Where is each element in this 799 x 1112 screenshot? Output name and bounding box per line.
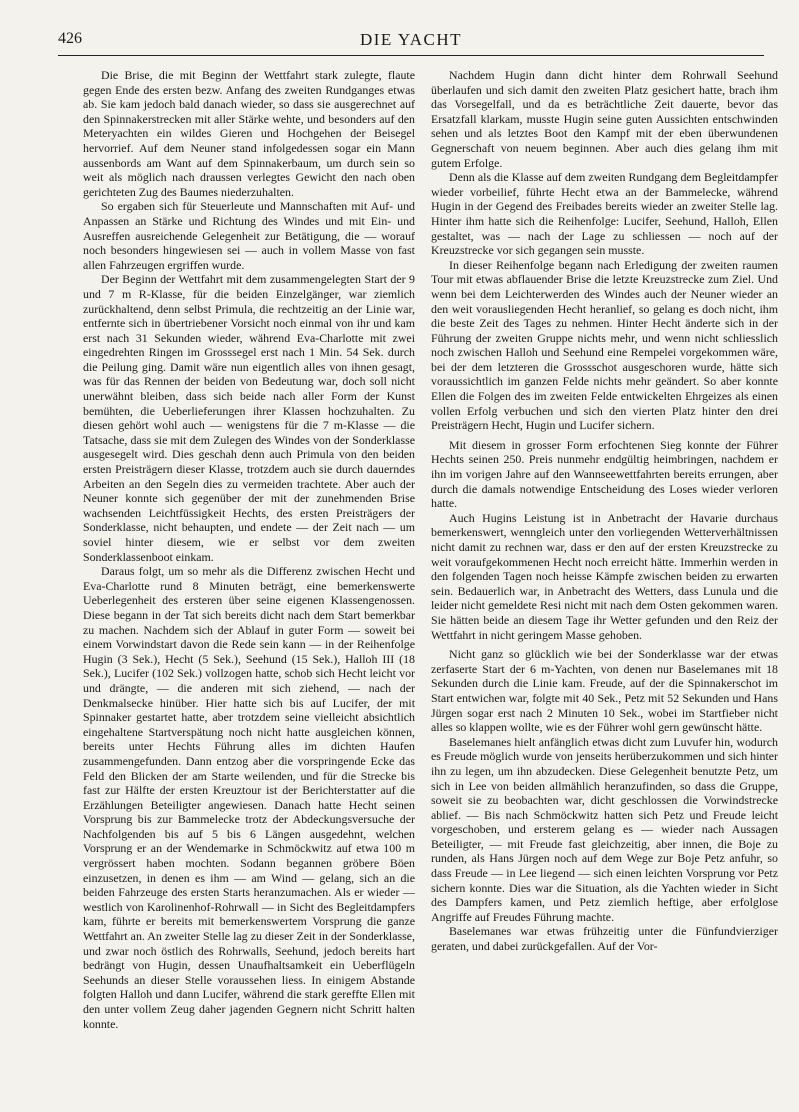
- paragraph: Nachdem Hugin dann dicht hinter dem Rohrwall Seehund überlaufen und sich damit den zweiten Platz gesichert hatte, brach ihm das Vorsegelfall, und da es beträchtliche Zeit dauerte, bevor das Ersatzfall klarkam, musste Hugin seine guten Aussichten entschwinden sehen und als letztes Boot den Kampf mit der eben überwundenen Gegnerschaft von neuem beginnen. Aber auch dies gelang ihm mit gutem Erfolge.: [431, 68, 778, 170]
- left-column: [83, 68, 415, 1108]
- paragraph: So ergaben sich für Steuerleute und Mannschaften mit Auf- und Anpassen an Stärke und Richtung des Windes und mit Ein- und Ausreffen ausreichende Gelegenheit zur Betätigung, die — worauf noch besonders hingewiesen sei — auch in vollem Masse von fast allen Fahrzeugen ergriffen wurde.: [83, 199, 415, 272]
- paragraph: In dieser Reihenfolge begann nach Erledigung der zweiten raumen Tour mit etwas abflauender Brise die letzte Kreuzstrecke zum Ziel. Und wenn bei dem Leichterwerden des Windes auch der Neuner wieder an den weit vorausliegenden Hecht heranlief, so gelang es doch nicht, ihm die beste Zeit des Tages zu nehmen. Hinter Hecht änderte sich in der Führung der zweiten Gruppe nichts mehr, und wenn nicht schliesslich noch zwischen Halloh und Seehund eine Rempelei vorgekommen wäre, bei der dem letzteren die Grossschot ausgeschoren wurde, hätte sich voraussichtlich im ganzen Felde nichts mehr geändert. So aber konnte Ellen die Folgen des im zweiten Felde entwickelten Ehrgeizes als einen vollen Erfolg verbuchen und sich den vierten Platz hinter den drei Preisträgern Hecht, Hugin und Lucifer sichern.: [431, 257, 778, 433]
- paragraph: Baselemanes war etwas frühzeitig unter die Fünfundvierziger geraten, und dabei zurückgefallen. Auf der Vor-: [431, 924, 778, 954]
- paragraph: Denn als die Klasse auf dem zweiten Rundgang dem Begleitdampfer wieder vorbeilief, führte Hecht etwa an der Bammelecke, während Hugin in der Gegend des Freibades bereits wieder an zweiter Stelle lag. Hinter ihm hatte sich die Reihenfolge: Lucifer, Seehund, Halloh, Ellen gestaltet, was — nach der Lage zu schliessen — noch auf der Kreuzstrecke vor sich gegangen sein musste.: [431, 170, 778, 258]
- paragraph: Auch Hugins Leistung ist in Anbetracht der Havarie durchaus bemerkenswert, wenngleich unter den vorliegenden Wetterverhältnissen nicht damit zu rechnen war, dass er den auf der ersten Kreuzstrecke zu weit voraufgekommenen Hecht noch erreicht hätte. Immerhin werden in den folgenden Tagen noch heisse Kämpfe zwischen beiden zu erwarten sein. Bedauerlich war, in Anbetracht des Wetters, dass Lunula und die leider nicht gemeldete Resi nicht mit nach dem Osten gekommen waren. Sie hätten beide an diesem Tage ihr Wetter gefunden und den Reiz der Wettfahrt in nicht geringem Masse gehoben.: [431, 510, 778, 642]
- header-rule: [58, 55, 764, 56]
- paragraph: Baselemanes hielt anfänglich etwas dicht zum Luvufer hin, wodurch es Freude möglich wurde von jenseits herüberzukommen und sich hinter ihn zu legen, um ihn abzudecken. Diese Gelegenheit benutzte Petz, um sich in Lee von beiden allmählich heranzufinden, so dass die Gruppe, soweit sie zu beobachten war, dicht geschlossen die Vorwindstrecke ablief. — Bis nach Schmöckwitz hatten sich Petz und Freude leicht vorgeschoben, und ersterem gelang es — wieder nach Aussagen Beteiligter, — mit Freude fast gleichzeitig, aber innen, die Boje zu runden, als Hans Jürgen noch auf dem Wege zur Boje Petz anfuhr, so dass Freude — in Lee liegend — sich einen leichten Vorsprung vor Petz sichern konnte. Dies war die Situation, als die Yachten wieder in Sicht des Dampfers kamen, und Petz ziemlich heftige, aber erfolglose Angriffe auf Freudes Führung machte.: [431, 734, 778, 924]
- page-number: 426: [58, 30, 82, 47]
- journal-title: DIE YACHT: [359, 30, 463, 49]
- paragraph: Daraus folgt, um so mehr als die Differenz zwischen Hecht und Eva-Charlotte rund 8 Minuten beträgt, eine bemerkenswerte Ueberlegenheit des ersteren über seine eigenen Klassengenossen. Diese begann in der Tat sich bereits dicht nach dem Start bemerkbar zu machen. Nachdem sich der Ablauf in guter Form — soweit bei einem Vorwindstart davon die Rede sein kann — in der Reihenfolge Hugin (3 Sek.), Hecht (5 Sek.), Seehund (15 Sek.), Halloh III (18 Sek.), Lucifer (102 Sek.) vollzogen hatte, schob sich Hecht leicht vor und drängte, — die anderen mit sich ziehend, — nach der Denkmalsecke hinüber. Hier hatte sich bis auf Lucifer, der mit Spinnaker gestartet hatte, aber trotzdem seine vielleicht absichtlich eingehaltene Startverspätung noch nicht hatte ausgleichen können, bereits unter Hechts Führung alles im dichten Haufen zusammengefunden. Dann entzog aber die vorspringende Ecke das Feld den Blicken der am Starte weilenden, und für die Strecke bis fast zur Hälfte der ersten Kreuztour ist der Berichterstatter auf die Erzählungen Beteiligter angewiesen. Danach hatte Hecht seinen Vorsprung bis zur Bammelecke trotz der Abdeckungsversuche der Nachfolgenden bis auf 5 bis 6 Längen ausgedehnt, welchen Vorsprung er an der Wendemarke in Schmöckwitz auf etwa 100 m vergrössert haben mochten. Sodann begannen gröbere Böen einzusetzen, in denen es ihm — am Wind — gelang, sich an die beiden Fahrzeuge des ersten Starts heranzumachen. Als er wieder — westlich von Karolinenhof-Rohrwall — in Sicht des Begleitdampfers kam, führte er bereits mit bemerkenswertem Vorsprung die ganze Wettfahrt an. An zweiter Stelle lag zu dieser Zeit in der Sonderklasse, und zwar noch östlich des Rohrwalls, Seehund, jedoch bereits hart bedrängt von Hugin, dessen Unaufhaltsamkeit ein Ueberflügeln Seehunds an dieser Stelle voraussehen liess. In einigem Abstande folgten Halloh und dann Lucifer, während die stark gereffte Ellen mit den unter vollem Zeug daher jagenden Gegnern nicht Schritt halten konnte.: [83, 564, 415, 1031]
- paragraph: Der Beginn der Wettfahrt mit dem zusammengelegten Start der 9 und 7 m R-Klasse, für die beiden Einzelgänger, war ziemlich zurückhaltend, denn selbst Primula, die rechtzeitig an der Linie war, entfernte sich in übertriebener Vorsicht noch einmal von ihr und kam erst nach 31 Sekunden wieder, während Eva-Charlotte mit zwei eingedrehten Ringen im Grosssegel erst nach 1 Min. 54 Sek. durch die Peilung ging. Damit wäre nun eigentlich alles von ihnen gesagt, was für das Rennen der beiden von Bedeutung war, doch soll nicht unerwähnt bleiben, dass sich beide nach aller Form der Kunst bemühten, die Ueberlieferungen ihrer Klassen hochzuhalten. Zu diesen gehört wohl auch — wenigstens für die 7 m-Klasse — die Tatsache, dass sie mit dem Zulegen des Windes von der Sonderklasse ausgesegelt wird. Dies geschah denn auch Primula von den beiden ersten Preisträgern dieser Klasse, trotzdem auch sie durch dauerndes Arbeiten an den Segeln dies zu vermeiden trachtete. Aber auch der Neuner konnte sich gegenüber der mit der zunehmenden Brise wachsenden Leichtfüssigkeit Hechts, des ersten Preisträgers der Sonderklasse, nicht behaupten, und endete — der Zeit nach — um soviel hinter diesem, wie er selbst vor dem zweiten Sonderklassenboot einkam.: [83, 272, 415, 564]
- paragraph: Die Brise, die mit Beginn der Wettfahrt stark zulegte, flaute gegen Ende des ersten bezw. Anfang des zweiten Rundganges etwas ab. Sie kam jedoch bald danach wieder, so dass sie ausgerechnet auf den Spinnakerstrecken mit aller Stärke wehte, und besonders auf den Meteryachten ein wildes Gieren und Hochgehen der Beisegel hervorrief. Auf dem Neuner stand infolgedessen sogar ein Mann aussenbords am Want auf dem Spinnakerbaum, um durch sein so weit als möglich nach draussen verlegtes Gewicht den nach oben gerichteten Zug des Baumes niederzuhalten.: [83, 68, 415, 199]
- paragraph: Mit diesem in grosser Form erfochtenen Sieg konnte der Führer Hechts seinen 250. Preis nunmehr endgültig heimbringen, nachdem er ihn im vorigen Jahre auf den Wannseewettfahrten bereits errungen, aber durch die damals notwendige Entscheidung des Loses wieder verloren hatte.: [431, 437, 778, 511]
- right-column: [431, 68, 778, 1108]
- paragraph: Nicht ganz so glücklich wie bei der Sonderklasse war der etwas zerfaserte Start der 6 m-Yachten, von denen nur Baselemanes mit 18 Sekunden durch die Linie kam. Freude, auf der die Spinnakerschot im Start entwichen war, folgte mit 40 Sek., Petz mit 52 Sekunden und Hans Jürgen sogar erst nach 2 Minuten 10 Sek., wobei im Startfieber nicht alles so klappen wollte, wie es der Führer wohl gern gewünscht hätte.: [431, 647, 778, 735]
- running-header: [58, 30, 764, 54]
